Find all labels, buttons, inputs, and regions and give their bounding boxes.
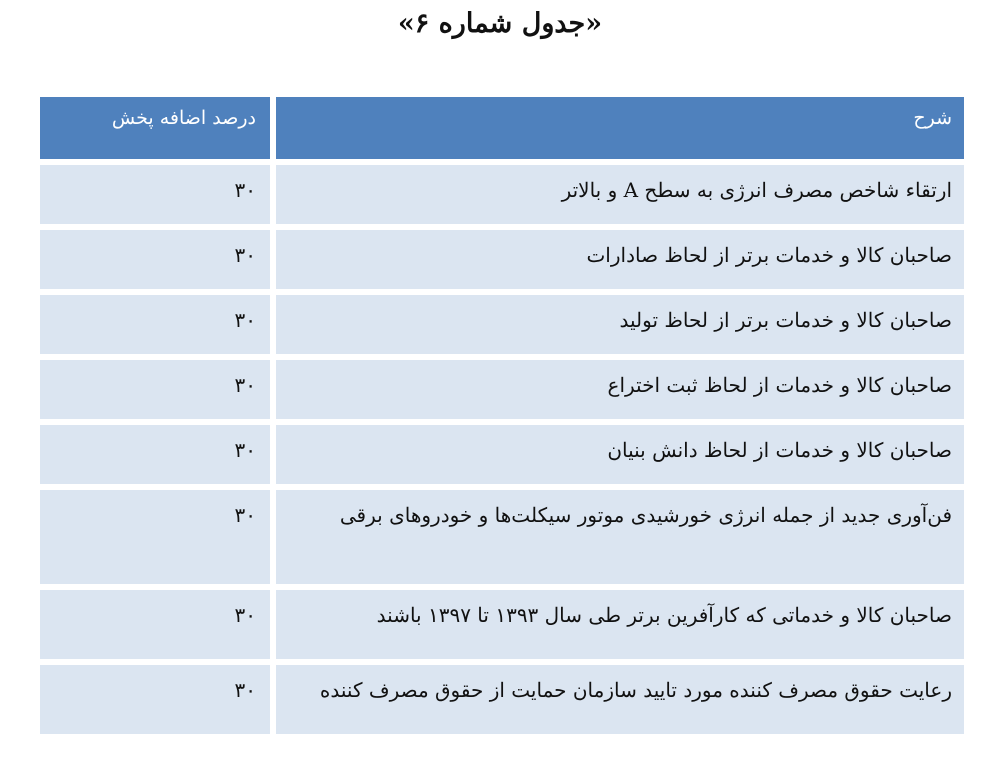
row-percent: ۳۰ <box>40 230 270 289</box>
table-row <box>40 165 964 224</box>
row-percent: ۳۰ <box>40 295 270 354</box>
row-percent: ۳۰ <box>40 490 270 584</box>
data-table <box>40 97 964 740</box>
row-percent: ۳۰ <box>40 425 270 484</box>
table-row <box>40 425 964 484</box>
header-description: شرح <box>276 97 964 159</box>
row-percent: ۳۰ <box>40 665 270 734</box>
row-description: فن‌آوری جدید از جمله انرژی خورشیدی موتور سیکلت‌ها و خودروهای برقی <box>276 490 964 584</box>
row-percent: ۳۰ <box>40 590 270 659</box>
table-row <box>40 665 964 734</box>
row-description: رعایت حقوق مصرف کننده مورد تایید سازمان حمایت از حقوق مصرف کننده <box>276 665 964 734</box>
row-percent: ۳۰ <box>40 165 270 224</box>
table-header-row <box>40 97 964 159</box>
row-percent: ۳۰ <box>40 360 270 419</box>
row-description: صاحبان کالا و خدماتی که کارآفرین برتر طی سال ۱۳۹۳ تا ۱۳۹۷ باشند <box>276 590 964 659</box>
table-row <box>40 490 964 584</box>
header-percent: درصد اضافه پخش <box>40 97 270 159</box>
row-description: صاحبان کالا و خدمات برتر از لحاظ تولید <box>276 295 964 354</box>
row-description: صاحبان کالا و خدمات برتر از لحاظ صادارات <box>276 230 964 289</box>
table-row <box>40 230 964 289</box>
row-description: صاحبان کالا و خدمات از لحاظ ثبت اختراع <box>276 360 964 419</box>
row-description: صاحبان کالا و خدمات از لحاظ دانش بنیان <box>276 425 964 484</box>
page-title: «جدول شماره ۶» <box>397 8 603 39</box>
table-row <box>40 590 964 659</box>
table-row <box>40 360 964 419</box>
row-description: ارتقاء شاخص مصرف انرژی به سطح A و بالاتر <box>276 165 964 224</box>
table-row <box>40 295 964 354</box>
